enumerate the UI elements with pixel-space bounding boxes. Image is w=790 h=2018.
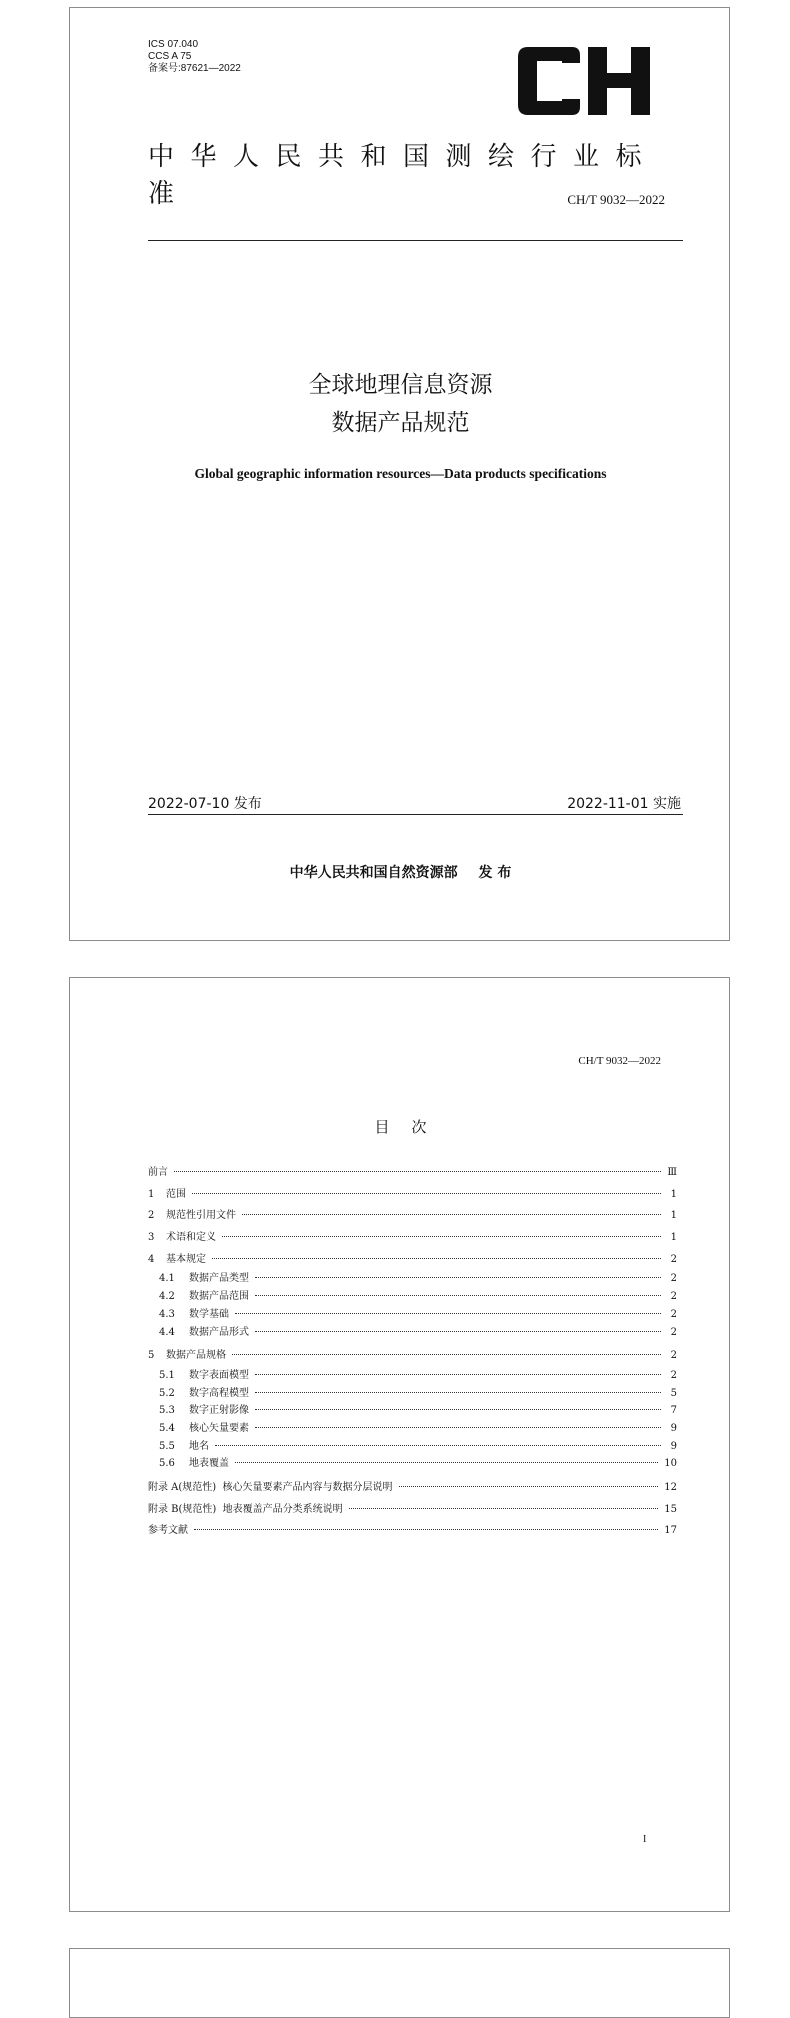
toc-leader-dots xyxy=(255,1392,661,1393)
org-title-text: 中华人民共和国测绘行业标准 xyxy=(148,142,659,209)
standard-code: CH/T 9032—2022 xyxy=(578,1055,661,1067)
toc-entry-page: 2 xyxy=(670,1369,677,1381)
title-cn-line2: 数据产品规范 xyxy=(331,410,470,436)
toc-entry[interactable] xyxy=(148,1500,677,1518)
toc-leader-dots xyxy=(232,1354,661,1355)
toc-entry-number: 2 xyxy=(148,1210,155,1222)
toc-entry-number: 5 xyxy=(148,1350,155,1362)
toc-entry-title: 术语和定义 xyxy=(166,1232,216,1244)
toc-entry[interactable] xyxy=(148,1366,677,1384)
toc-entry-title: 地名 xyxy=(189,1440,209,1452)
standard-code: CH/T 9032—2022 xyxy=(567,192,665,207)
issuer-action: 发 布 xyxy=(478,865,512,881)
toc-entry[interactable] xyxy=(148,1521,677,1539)
toc-entry-page: 2 xyxy=(670,1326,677,1338)
title-cn-line1: 全球地理信息资源 xyxy=(308,372,493,398)
toc-entry-page: 1 xyxy=(670,1232,677,1244)
toc-entry-number: 4.4 xyxy=(159,1326,175,1338)
toc-leader-dots xyxy=(235,1462,658,1463)
toc-entry[interactable] xyxy=(148,1185,677,1203)
toc-leader-dots xyxy=(349,1508,659,1509)
toc-entry-page: 5 xyxy=(670,1387,677,1399)
toc-entry-page: 15 xyxy=(664,1503,677,1515)
toc-leader-dots xyxy=(255,1295,661,1296)
toc-leader-dots xyxy=(255,1409,661,1410)
toc-entry[interactable] xyxy=(148,1323,677,1341)
toc-entry-title: 数据产品范围 xyxy=(189,1291,249,1303)
issuer-org: 中华人民共和国自然资源部 xyxy=(289,865,458,881)
toc-entry-page: 2 xyxy=(670,1253,677,1265)
toc-leader-dots xyxy=(255,1374,661,1375)
ch-logo xyxy=(518,47,650,115)
toc-entry-page: 1 xyxy=(670,1210,677,1222)
toc-entry-title: 数字表面模型 xyxy=(189,1369,249,1381)
toc-entry-title: 地表覆盖 xyxy=(189,1458,229,1470)
toc-entry-number: 5.5 xyxy=(159,1440,175,1452)
implement-date: 2022-11-01 实施 xyxy=(567,796,681,812)
header-rule xyxy=(148,240,683,241)
toc-entry-title: 附录 A(规范性) 核心矢量要素产品内容与数据分层说明 xyxy=(148,1482,393,1493)
toc-entry-number: 4.1 xyxy=(159,1273,175,1285)
toc-entry-title: 基本规定 xyxy=(166,1253,206,1265)
toc-leader-dots xyxy=(255,1427,661,1428)
toc-entry[interactable] xyxy=(148,1346,677,1364)
toc-list xyxy=(148,1163,677,1539)
toc-entry[interactable] xyxy=(148,1401,677,1419)
toc-page xyxy=(69,977,730,1912)
toc-leader-dots xyxy=(194,1529,658,1530)
toc-leader-dots xyxy=(399,1486,659,1487)
toc-entry[interactable] xyxy=(148,1478,677,1496)
title-en: Global geographic information resources—Data products specifications xyxy=(194,466,607,481)
toc-entry-number: 5.4 xyxy=(159,1422,175,1434)
toc-entry-number: 4.2 xyxy=(159,1291,175,1303)
toc-entry-number: 5.1 xyxy=(159,1369,175,1381)
next-page xyxy=(69,1948,730,2018)
toc-entry-page: 7 xyxy=(670,1405,677,1417)
toc-leader-dots xyxy=(212,1258,661,1259)
toc-leader-dots xyxy=(235,1313,661,1314)
toc-entry-page: Ⅲ xyxy=(667,1167,677,1178)
toc-entry[interactable] xyxy=(148,1206,677,1224)
toc-entry-page: 9 xyxy=(670,1440,677,1452)
toc-entry-title: 数据产品类型 xyxy=(189,1273,249,1285)
toc-entry-title: 数据产品规格 xyxy=(166,1350,226,1362)
toc-entry-title: 数字高程模型 xyxy=(189,1387,249,1399)
classification-codes xyxy=(148,39,241,75)
toc-leader-dots xyxy=(222,1236,661,1237)
toc-entry-number: 3 xyxy=(148,1232,155,1244)
ics-code: ICS 07.040 xyxy=(148,39,199,50)
toc-leader-dots xyxy=(255,1277,661,1278)
toc-entry[interactable] xyxy=(148,1384,677,1402)
toc-entry-number: 1 xyxy=(148,1188,155,1200)
toc-entry[interactable] xyxy=(148,1269,677,1287)
toc-entry-number: 5.2 xyxy=(159,1387,175,1399)
toc-leader-dots xyxy=(242,1214,661,1215)
toc-entry-page: 2 xyxy=(670,1350,677,1362)
toc-entry-title: 范围 xyxy=(166,1188,186,1200)
toc-entry-page: 17 xyxy=(664,1525,677,1537)
toc-entry-number: 5.6 xyxy=(159,1458,175,1470)
footer-rule xyxy=(148,814,683,815)
toc-entry-page: 12 xyxy=(664,1482,677,1493)
toc-entry[interactable] xyxy=(148,1163,677,1181)
page-number: I xyxy=(643,1834,647,1845)
toc-entry[interactable] xyxy=(148,1419,677,1437)
toc-heading: 目次 xyxy=(374,1118,449,1136)
toc-entry[interactable] xyxy=(148,1454,677,1472)
toc-entry-page: 1 xyxy=(670,1188,677,1200)
cover-page xyxy=(69,7,730,941)
ccs-code: CCS A 75 xyxy=(148,51,192,62)
toc-leader-dots xyxy=(174,1171,661,1172)
toc-entry[interactable] xyxy=(148,1228,677,1246)
toc-entry[interactable] xyxy=(148,1437,677,1455)
toc-entry-title: 核心矢量要素 xyxy=(189,1422,249,1434)
toc-entry-title: 数据产品形式 xyxy=(189,1326,249,1338)
toc-leader-dots xyxy=(255,1331,661,1332)
toc-entry[interactable] xyxy=(148,1250,677,1268)
toc-entry[interactable] xyxy=(148,1287,677,1305)
toc-entry-title: 规范性引用文件 xyxy=(166,1210,236,1222)
publish-date: 2022-07-10 发布 xyxy=(148,796,262,812)
toc-entry-title: 数字正射影像 xyxy=(189,1405,249,1417)
toc-entry-number: 4 xyxy=(148,1253,155,1265)
toc-entry-page: 10 xyxy=(664,1458,677,1470)
toc-entry-title: 数学基础 xyxy=(189,1308,229,1320)
toc-entry-number: 4.3 xyxy=(159,1308,175,1320)
record-number: 备案号:87621—2022 xyxy=(148,63,241,74)
toc-entry-title: 参考文献 xyxy=(148,1525,188,1537)
toc-entry-page: 2 xyxy=(670,1308,677,1320)
toc-entry-title: 附录 B(规范性) 地表覆盖产品分类系统说明 xyxy=(148,1503,343,1515)
issuer xyxy=(70,862,731,882)
toc-entry-title: 前言 xyxy=(148,1167,168,1178)
toc-entry[interactable] xyxy=(148,1305,677,1323)
toc-entry-page: 2 xyxy=(670,1273,677,1285)
toc-entry-number: 5.3 xyxy=(159,1405,175,1417)
toc-leader-dots xyxy=(215,1445,661,1446)
toc-leader-dots xyxy=(192,1193,661,1194)
toc-entry-page: 2 xyxy=(670,1291,677,1303)
toc-entry-page: 9 xyxy=(670,1422,677,1434)
